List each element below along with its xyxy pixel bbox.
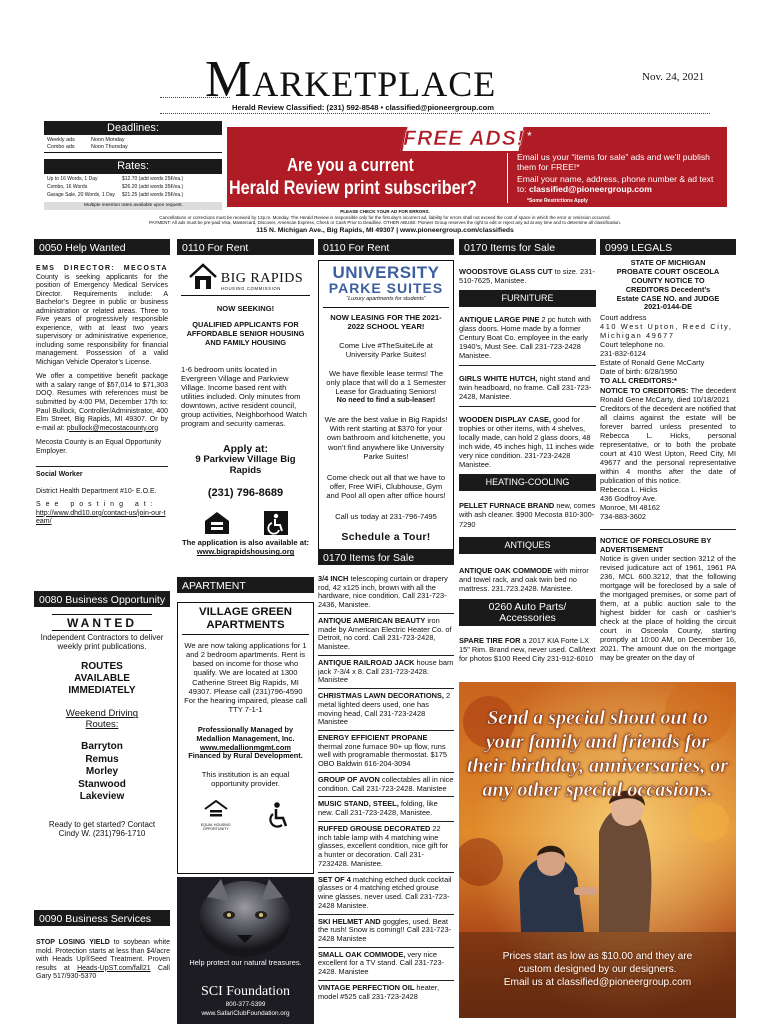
court-line: Estate of Ronald Gene McCarty [600, 358, 705, 368]
rep-line: Monroe, MI 48162 [600, 502, 660, 512]
policy-notice [40, 209, 730, 235]
up-come-live: Come Live #TheSuiteLife at University Parke Suites! [339, 340, 433, 360]
qualified-applicants: QUALIFIED APPLICANTS FOR AFFORDABLE SENIOR HOUSING AND FAMILY HOUSING [186, 320, 305, 347]
equal-housing-logo [199, 799, 233, 832]
policy-heading: PLEASE CHECK YOUR AD FOR ERRORS. [340, 209, 430, 214]
rate-row: Garage Sale, 20 Words, 1 Day $21.25 (add words 25¢/ea.) [47, 192, 184, 199]
accessibility-icon [264, 511, 288, 535]
section-header-items-for-sale: 0170 Items for Sale [459, 239, 596, 255]
up-tagline: “Luxury apartments for students” [346, 296, 426, 302]
court-line: Court telephone no. [600, 340, 665, 350]
divider [318, 796, 454, 797]
town: Barryton [81, 741, 123, 753]
village-green-icons [182, 799, 309, 832]
free-ads-headline-2: Herald Review print subscriber? [229, 178, 477, 199]
section-header-furniture: FURNITURE [459, 290, 596, 307]
divider [318, 821, 454, 822]
wanted-rule-bottom [52, 630, 152, 631]
policy-line-1: Cancellations or corrections must be received by 12p.m. Monday. The Herald Review is responsible only for the first day’s incorrect ad, liability for errors shall not exceed the cost of space in which the error or omission occurred. [159, 214, 611, 220]
free-ads-fine-print: *Some Restrictions Apply [527, 198, 588, 204]
up-logo [323, 264, 449, 303]
ready-contact: Ready to get started? Contact Cindy W. (231)796-1710 [48, 819, 156, 839]
section-header-legals: 0999 LEGALS [600, 239, 736, 255]
furniture-listings [459, 315, 596, 469]
listing-ems-director: EMS DIRECTOR: MECOSTA County is seeking applicants for the position of Emergency Medical Services Director. Requirements include: A Bachelor’s Degree in public or business administration or related areas. Three to Five years of progressively responsible experience, with at least two years supervisory or administrative experience, including some responsibility for financial management. Possession of a valid Michigan Vehicle Operator’s License. [36, 265, 168, 366]
listing-item: ANTIQUE AMERICAN BEAUTY iron made by American Electric Heater Co. of Detroit, no cord. Call 231-723-2428, Manistee. [318, 615, 452, 652]
wanted-subtitle: Independent Contractors to deliver weekly print publications. [40, 633, 164, 652]
notice-to-creditors: NOTICE TO CREDITORS: The decedent Ronald Gene McCarty, died 10/18/2021 [600, 385, 736, 404]
town: Lakeview [79, 791, 125, 803]
headline-line: any other special occasions. [482, 779, 713, 801]
up-flexible: We have flexible lease terms! The only place that will do a 1 Semester Lease for Graduating Seniors! [326, 369, 446, 397]
deadlines-table [44, 135, 222, 153]
village-green-eo: This institution is an equal opportunity provider. [201, 770, 290, 788]
rep-line: 734-883-3602 [600, 511, 647, 521]
sci-name: SCI Foundation [200, 984, 291, 999]
schedule-tour[interactable]: Schedule a Tour! [341, 531, 431, 544]
policy-line-2: PAYMENT: All ads must be pre-paid Visa, Mastercard, Discover, American Express, Check or Cash Prior to Deadline. OTHER ABUSE: Pioneer Group reserves the right to edit or reject any ad at any time and to determine all classification. [149, 220, 621, 226]
foreclosure-body: Notice is given under section 3212 of the revised judicature act of 1961, 1961 PA 236, MCL 600.3212, that the following mortgage will be foreclosed by a sale of the mortgaged premises, or some part of them, at a public auction sale to the highest bidder for cash or cashier’s check at the place of holding the circuit court in Osceola County, starting promptly at 10:00 AM, on December 16, 2021. The amount due on the mortgage may be greater on the day of [600, 554, 736, 663]
brhc-sub: HOUSING COMMISSION [220, 285, 282, 291]
divider [318, 730, 454, 731]
court-line: 410 West Upton, Reed City, Michigan 49677 [600, 322, 733, 341]
up-leasing: NOW LEASING FOR THE 2021-2022 SCHOOL YEAR! [330, 312, 442, 331]
divider [600, 529, 736, 530]
divider [318, 980, 454, 981]
wanted-rule-top [52, 614, 152, 615]
foreclosure-heading: NOTICE OF FORECLOSURE BY ADVERTISEMENT [600, 535, 712, 554]
listing-pine-hutch: ANTIQUE LARGE PINE 2 pc hutch with glass doors. Home made by a former Century Boat Co. employee in the early 1940’s, Must See. Call 231-723-2428 Manistee. [459, 315, 591, 361]
listing-item: GROUP OF AVON collectables all in nice condition. Call 231-723-2428. Manistee [318, 774, 454, 793]
up-sublease: No need to find a sub-leaser! [336, 395, 436, 405]
equal-housing-label: EQUAL HOUSING OPPORTUNITY [200, 823, 231, 831]
up-rule [323, 307, 449, 308]
wheelchair-icon [266, 801, 292, 831]
listing-stop-losing-yield: STOP LOSING YIELD to soybean white mold. Protection starts at less than $4/acre with Heads Up®Seed Treatment. Proven results at Heads-UpST.com/fall21 Call Gary 517/930-5370 [36, 939, 170, 981]
village-green-body: We are now taking applications for 1 and 2 bedroom apartments. Rent is based on income for those who qualify. We are located at 1300 Catherine Street Big Rapids, MI 49307. Please call (231)796-4590 For the hearing impaired, please call TTY 7-1-1 [184, 641, 307, 714]
masthead-dotted-rule [160, 113, 710, 114]
now-seeking: NOW SEEKING! [216, 304, 275, 313]
divider [318, 613, 454, 614]
free-ads-banner [227, 127, 727, 207]
rep-line: Rebecca L. Hicks [600, 484, 658, 494]
listing-item: VINTAGE PERFECTION OIL heater, model #525 call 231-723-2428 [318, 982, 440, 1001]
headline-line: Send a special shout out to [487, 707, 708, 729]
brhc-logo [181, 263, 310, 291]
apply-address: 9 Parkview Village Big Rapids [195, 454, 296, 477]
divider [318, 872, 454, 873]
listing-social-worker-body: District Health Department #10- E.O.E. [36, 487, 157, 495]
section-header-business-services: 0090 Business Services [34, 910, 170, 926]
section-header-help-wanted: 0050 Help Wanted [34, 239, 170, 255]
ems-email-link[interactable]: pbullock@mecostacounty.org [66, 424, 159, 432]
rep-line: 436 Godfroy Ave. [600, 493, 657, 503]
shout-out-pricing [459, 950, 736, 989]
routes-available: ROUTES AVAILABLE IMMEDIATELY [68, 661, 136, 697]
listing-ems-eoe: Mecosta County is an Equal Opportunity Employer. [36, 439, 162, 455]
section-header-heating-cooling: HEATING-COOLING [459, 474, 596, 491]
section-header-for-rent: 0110 For Rent [318, 239, 454, 255]
masthead-dotted-rule-left [160, 97, 230, 98]
listing-item: SKI HELMET AND goggles, used. Beat the rush! Snow is coming!! Call 231-723-2428 Manistee [318, 916, 452, 943]
shout-out-email[interactable]: Email us at classified@pioneergroup.com [503, 977, 692, 988]
free-ads-divider [507, 153, 508, 203]
section-header-items-for-sale: 0170 Items for Sale [318, 549, 454, 565]
free-ads-asterisk: * [527, 129, 532, 143]
listing-social-worker-title: Social Worker [36, 471, 83, 479]
deadline-row: Weekly ads Noon Monday [47, 137, 125, 143]
divider [318, 655, 454, 656]
divider [36, 466, 168, 467]
wanted-contractors-ad [34, 614, 170, 839]
divider [318, 947, 454, 948]
village-green-managed: Professionally Managed by Medallion Management, Inc. [196, 724, 295, 743]
apply-at: Apply at: [223, 442, 268, 455]
section-header-for-rent: 0110 For Rent [177, 239, 314, 255]
town: Stanwood [78, 778, 126, 790]
up-title-1: UNIVERSITY [332, 263, 440, 282]
column-for-rent-1 [177, 239, 314, 1024]
village-green-ad [177, 602, 314, 874]
divider [459, 406, 596, 407]
probate-heading: STATE OF MICHIGAN PROBATE COURT OSCEOLA COUNTY NOTICE TO CREDITORS Decedent’s Estate CASE NO. and JUDGE 2021-0144-DE [616, 258, 720, 312]
village-green-title: VILLAGE GREEN APARTMENTS [198, 606, 293, 631]
column-help-wanted [34, 239, 170, 1024]
heads-up-link[interactable]: Heads-UpST.com/fall21 [77, 964, 151, 972]
headline-line: their birthday, anniversaries, or [467, 755, 728, 777]
column-legals [600, 239, 736, 679]
court-line: Court address [600, 313, 647, 323]
items-list [318, 575, 454, 1001]
listing-display-case: WOODEN DISPLAY CASE, good for trophies or other items, with 4 shelves, locally made, can hold 2 glass doors, 48 inch wide, 45 inches high, 11 inches wide very nice condition. 231-723-2428 Manistee. [459, 415, 595, 470]
pricing-line: Prices start as low as $10.00 and they are [502, 951, 693, 962]
brhc-rule [181, 295, 310, 296]
rates-heading: Rates: [44, 159, 222, 174]
court-line: Date of birth: 6/28/1950 [600, 367, 678, 377]
big-rapids-housing-ad [177, 255, 314, 557]
court-details [600, 313, 736, 376]
village-green-rule [182, 634, 309, 635]
listing-spare-tire: SPARE TIRE FOR a 2017 KIA Forte LX 15" Rim. Brand new, never used. Call/text for photos $100 Reed City 231-912-6010 [459, 635, 596, 663]
shout-out-headline [459, 706, 736, 802]
rate-row: Combo, 16 Words $26.20 (add words 35¢/ea.) [47, 184, 184, 191]
listing-item: MUSIC STAND, STEEL, folding, like new. Call 231-723-2428, Manistee. [318, 799, 438, 818]
equal-housing-icon [203, 799, 229, 821]
pricing-line: custom designed by our designers. [518, 964, 677, 975]
deadline-row: Combo ads Noon Thursday [47, 143, 128, 150]
sci-foundation-ad [177, 877, 314, 1024]
brhc-phone: (231) 796-8689 [207, 487, 284, 500]
wanted-title: WANTED [67, 616, 137, 630]
sci-website[interactable]: www.SafariClubFoundation.org [201, 1010, 290, 1017]
section-header-business-opportunity: 0080 Business Opportunity [34, 591, 170, 607]
listing-item: RUFFED GROUSE DECORATED 22 inch table lamp with 4 matching wine glasses, excellent condition, nice gift for a hunter or decoration. Call 231-7232428. Manistee. [318, 823, 449, 868]
divider [459, 365, 596, 366]
listing-item: ENERGY EFFICIENT PROPANE thermal zone furnace 90+ up flow, runs well with programable thermostat. $175 OBO Baldwin 616-204-3094 [318, 733, 447, 769]
university-parke-ad [318, 260, 454, 560]
rate-row: Up to 16 Words, 1 Day $12.70 (add words 25¢/ea.) [47, 176, 184, 183]
divider [318, 914, 454, 915]
brhc-website[interactable]: www.bigrapidshousing.org [196, 547, 295, 557]
listing-social-worker-link[interactable]: http://www.dhd10.org/contact-us/join-our-team/ [36, 509, 166, 526]
free-ads-text-2: Email your name, address, phone number & ad text to: classified@pioneergroup.com [517, 174, 714, 194]
section-header-antiques: ANTIQUES [459, 537, 596, 554]
house-icon [188, 263, 218, 291]
policy-address: 115 N. Michigan Ave., Big Rapids, MI 49307 | www.pioneergroup.com/classifieds [256, 226, 514, 234]
column-items-for-sale [459, 239, 596, 679]
column-for-rent-2 [318, 239, 454, 1024]
up-call-today: Call us today at 231-796-7495 [335, 512, 437, 522]
free-ads-text-1: Email us your “items for sale” ads and we’ll publish them for FREE!* [517, 152, 710, 172]
listing-item: SET OF 4 matching etched duck cocktail glasses or 4 matching etched grouse wine glasses. never used. Call 231-723-2428 Manistee. [318, 874, 452, 910]
contact-line: Herald Review Classified: (231) 592-8548 • classified@pioneergroup.com [232, 103, 495, 112]
route-towns [34, 741, 170, 804]
section-header-auto-parts: 0260 Auto Parts/ Accessories [459, 599, 596, 626]
representative [600, 485, 736, 521]
to-all-creditors: TO ALL CREDITORS:* [600, 376, 677, 386]
rates-note: Multiple insertion rates available upon request. [44, 202, 222, 210]
free-ads-badge-text: FREE ADS! [403, 127, 525, 150]
listing-social-worker-see: See posting at: [36, 501, 158, 509]
deadlines-rates-box [44, 121, 222, 207]
equal-housing-icon [204, 511, 230, 535]
listing-item: SMALL OAK COMMODE, very nice excellent for a TV stand. Call 231-723-2428. Manistee [318, 949, 444, 977]
shout-out-ad [459, 682, 736, 1018]
up-title-2: PARKE SUITES [328, 280, 444, 296]
issue-date: Nov. 24, 2021 [642, 71, 705, 83]
listing-woodstove: WOODSTOVE GLASS CUT to size. 231-510-7625, Manistee. [459, 267, 595, 286]
up-check-out: Come check out all that we have to offer, Free WiFi, Clubhouse, Gym and Pool all open after office hours! [326, 472, 446, 501]
town: Morley [85, 766, 119, 778]
deadlines-heading: Deadlines: [44, 121, 222, 135]
application-available: The application is also available at: [181, 537, 310, 547]
weekend-routes: Weekend Driving Routes: [65, 708, 139, 731]
items-for-sale-listings [318, 575, 454, 1004]
listing-white-hutch: GIRLS WHITE HUTCH, night stand and twin headboard, no frame. Call 231-723-2428, Manistee. [459, 374, 592, 402]
brhc-icons [181, 511, 310, 535]
free-ads-headline-1: Are you a current [287, 155, 414, 175]
village-green-financed: Financed by Rural Development. [188, 751, 303, 761]
court-line: 231-832-6124 [600, 349, 647, 359]
listing-item: 3/4 INCH telescoping curtain or drapery rod, 42 x125 inch, brown with all the hardware, nice condition. Call 231-723-2436, Manistee. [318, 574, 448, 610]
rates-table [44, 174, 222, 202]
sci-phone: 800-377-5399 [225, 1001, 266, 1008]
divider [318, 772, 454, 773]
listing-item: CHRISTMAS LAWN DECORATIONS, 2 metal lighted deers used, one has moving head, Call 231-723-2428 Manistee [318, 691, 451, 727]
divider [318, 688, 454, 689]
town: Remus [85, 753, 119, 765]
medallion-website[interactable]: www.medallionmgmt.com [200, 743, 291, 753]
listing-oak-commode: ANTIQUE OAK COMMODE with mirror and towel rack, and oak twin bed no mattress. 231.723.2428. Manistee. [459, 565, 589, 593]
listing-pellet-furnace: PELLET FURNACE BRAND new, comes with ash cleaner. $900 Mecosta 810-300-7290 [459, 501, 596, 529]
listing-item: ANTIQUE RAILROAD JACK house barn jack 7-3/4 x 8. Call 231-723-2428. Manistee [318, 657, 454, 685]
masthead [0, 0, 770, 118]
units-description: 1-6 bedroom units located in Evergreen Village and Parkview Village. Income based rent with utilities included. Only minutes from downtown, active resident council, group activities, Neighborhood Watch program and security cameras. [181, 364, 307, 428]
section-header-apartment: APARTMENT [177, 577, 314, 593]
headline-line: your family and friends for [485, 731, 710, 753]
up-best-value: We are the best value in Big Rapids! With rent starting at $370 for your own bathroom and kitchenette, you won’t find anywhere like University Parke Suites! [324, 415, 448, 461]
creditors-paragraph: Creditors of the decedent are notified that all claims against the estate will be forever barred unless presented to Rebecca L. Hicks, personal representative, or to both the probate court at 410 West Upton, Reed City, MI 49677 and the personal representative within 4 months after the date of publication of this notice. [600, 403, 736, 485]
brhc-name: BIG RAPIDS [220, 270, 304, 286]
sci-help-text: Help protect our natural treasures. [189, 958, 302, 967]
help-wanted-listings [34, 255, 170, 527]
up-tour [323, 531, 449, 544]
listing-ems-benefits: We offer a competitive benefit package with a salary range of $57,014 to $71,303 DOQ. Resumes with references must be submitted by 4:00 PM, December 17th to: Paul Bullock, Controller/Administrator, 400 Elm Street, Big Rapids, MI 49307. Or by e-mail at: pbullock@mecostacounty.org [36, 373, 168, 432]
masthead-title: MARKETPLACE [205, 51, 497, 108]
